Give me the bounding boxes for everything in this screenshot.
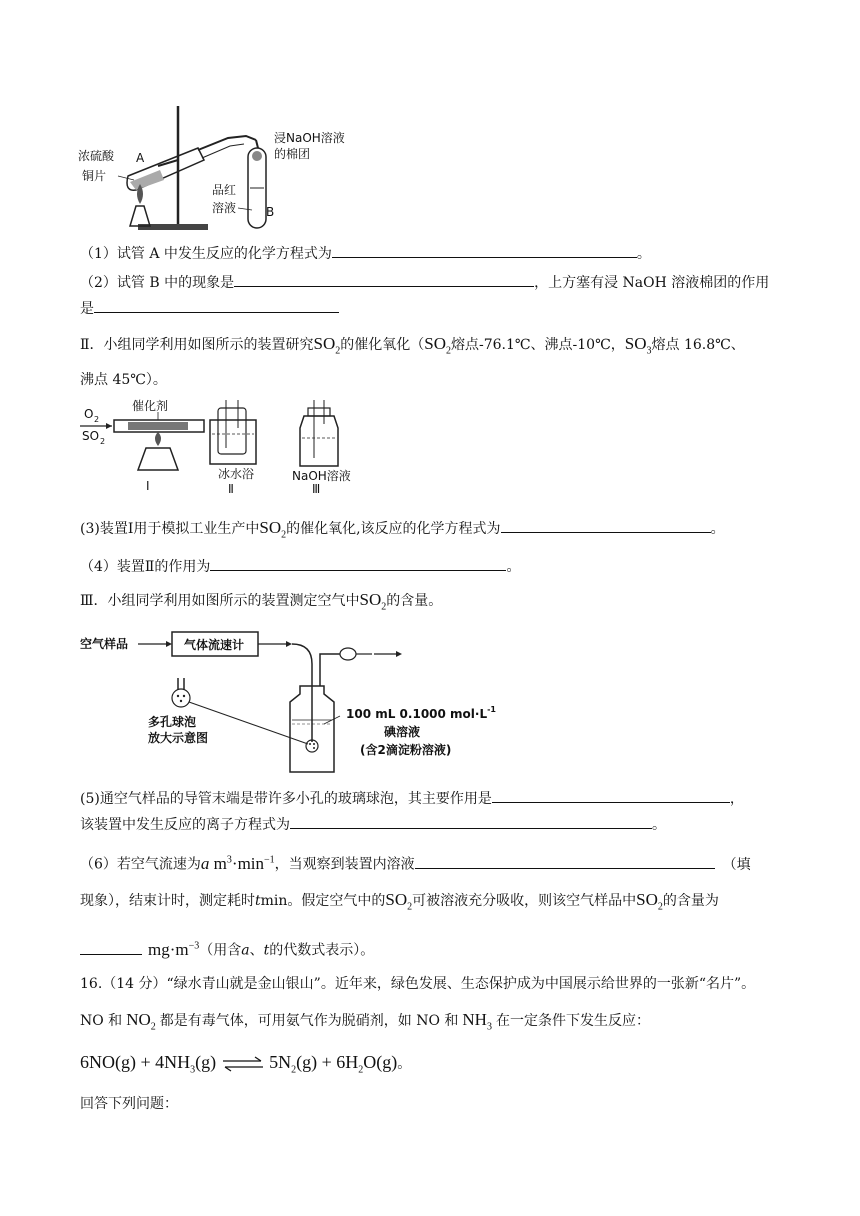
part-ii-intro: Ⅱ．小组同学利用如图所示的装置研究$SO_2$的催化氧化（$SO_2$熔点-76.1℃、沸点-10℃，$SO_3$熔点 16.8℃、 — [80, 334, 745, 357]
label-conc-sulfuric-acid: 浓硫酸 — [78, 149, 115, 163]
label-naoh-cotton-1: 浸NaOH溶液 — [274, 131, 345, 145]
question-4: （4）装置Ⅱ的作用为 。 — [80, 556, 800, 577]
label-bubble-1: 多孔球泡 — [148, 715, 197, 729]
figure-copper-sulfuric-acid — [78, 98, 345, 238]
label-concentration: 100 mL 0.1000 $mol\cdot L^{-1}$ — [346, 705, 496, 721]
answer-blank-5b[interactable] — [290, 814, 652, 829]
label-pinhong-1: 品红 — [212, 183, 237, 197]
label-flowmeter: 气体流速计 — [184, 638, 245, 652]
label-naoh-cotton-2: 的棉团 — [274, 147, 311, 161]
part-iii-intro: Ⅲ．小组同学利用如图所示的装置测定空气中$SO_2$的含量。 — [80, 590, 443, 613]
answer-blank-3[interactable] — [501, 518, 711, 533]
answer-blank-2a[interactable] — [234, 272, 534, 287]
part-ii-intro-line2: 沸点 45℃）。 — [80, 372, 167, 388]
label-apparatus-iii: Ⅲ — [312, 482, 321, 496]
answer-blank-5a[interactable] — [492, 788, 730, 803]
label-iodine-solution: 碘溶液 — [384, 725, 421, 739]
question-3: (3)装置Ⅰ用于模拟工业生产中$SO_2$的催化氧化,该反应的化学方程式为 。 — [80, 518, 725, 541]
label-ice-bath: 冰水浴 — [218, 467, 255, 481]
figure-so2-measurement — [78, 624, 496, 776]
label-apparatus-ii: Ⅱ — [228, 482, 234, 496]
question-2: （2）试管 B 中的现象是 ，上方塞有浸 NaOH 溶液棉团的作用 — [80, 272, 800, 293]
figure-catalytic-oxidation — [78, 398, 378, 498]
question-2-line2: 是 — [80, 298, 800, 319]
reversible-arrow-icon — [221, 1057, 265, 1071]
question-16: 16.（14 分）“绿水青山就是金山银山”。近年来，绿色发展、生态保护成为中国展示给世界的一张新“名片”。 — [80, 976, 756, 992]
label-copper: 铜片 — [82, 169, 107, 183]
answer-blank-2b[interactable] — [94, 298, 339, 313]
question-6-line3: $mg\cdot m^{-3}$（用含a、t的代数式表示）。 — [80, 936, 800, 961]
answer-blank-1[interactable] — [332, 243, 637, 258]
label-catalyst: 催化剂 — [132, 399, 169, 413]
question-5: (5)通空气样品的导管末端是带许多小孔的玻璃球泡，其主要作用是 ， — [80, 788, 800, 809]
question-16-line2: NO 和 $NO_2$ 都是有毒气体，可用氨气作为脱硝剂，如 NO 和 $NH_3$ 在一定条件下发生反应： — [80, 1010, 650, 1033]
svg-text:2: 2 — [94, 415, 100, 424]
label-bubble-2: 放大示意图 — [148, 731, 209, 745]
label-pinhong-2: 溶液 — [212, 201, 237, 215]
answer-blank-4[interactable] — [210, 556, 506, 571]
reaction-equation: $6NO(g) + 4NH_3(g) 5N_2(g) + 6H_2O(g)$。 — [80, 1052, 412, 1076]
label-starch: (含2滴淀粉溶液) — [360, 743, 452, 757]
svg-text:SO: SO — [82, 429, 100, 443]
question-6-line2: 现象），结束计时，测定耗时tmin。假定空气中的$SO_2$可被溶液充分吸收，则该空气样品中$SO_2$的含量为 — [80, 890, 719, 913]
label-tube-a: A — [136, 151, 145, 165]
label-air-sample: 空气样品 — [80, 637, 129, 651]
svg-text:2: 2 — [100, 437, 106, 446]
answer-blank-6a[interactable] — [415, 854, 715, 869]
label-tube-b: B — [266, 205, 275, 219]
label-apparatus-i: Ⅰ — [146, 479, 150, 493]
svg-text:O: O — [84, 407, 94, 421]
answer-blank-6b[interactable] — [80, 940, 142, 955]
question-6: （6）若空气流速为a $m^3\cdot\min^{-1}$，当观察到装置内溶液 （填 — [80, 853, 751, 873]
question-1: （1）试管 A 中发生反应的化学方程式为 。 — [80, 243, 800, 264]
answer-prompt: 回答下列问题： — [80, 1096, 178, 1112]
label-naoh-solution: NaOH溶液 — [292, 469, 351, 483]
question-5-line2: 该装置中发生反应的离子方程式为 。 — [80, 814, 800, 835]
